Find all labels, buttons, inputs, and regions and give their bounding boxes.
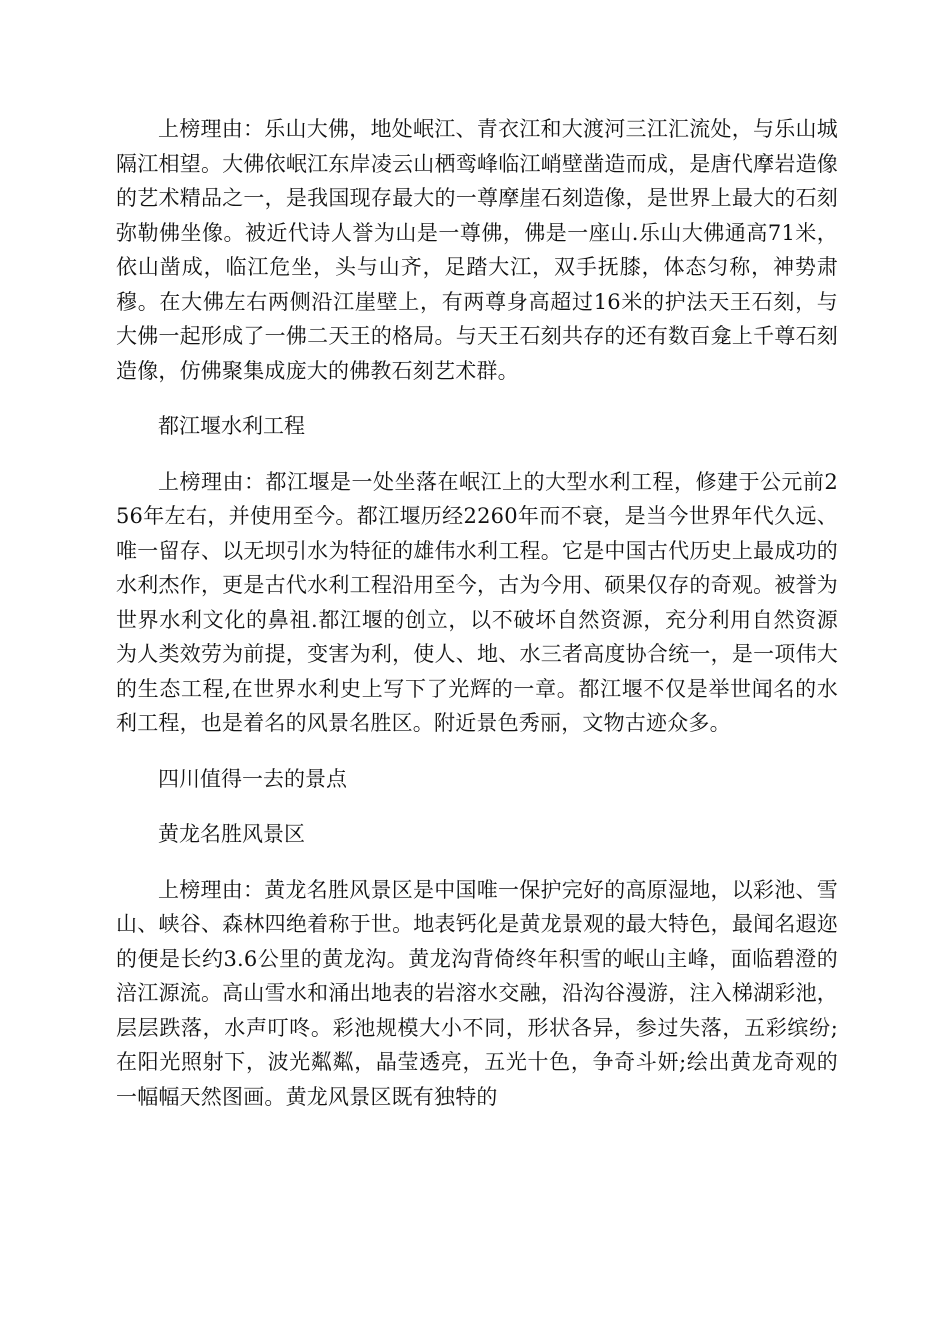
- heading-huanglong: 黄龙名胜风景区: [158, 822, 305, 846]
- paragraph-dujiangyan: 上榜理由：都江堰是一处坐落在岷江上的大型水利工程，修建于公元前256年左右，并使用至今。都江堰历经2260年而不衰，是当今世界年代久远、唯一留存、以无坝引水为特征的雄伟水利工程。它是中国古代历史上最成功的水利杰作，更是古代水利工程沿用至今，古为今用、硕果仅存的奇观。被誉为世界水利文化的鼻祖.都江堰的创立，以不破坏自然资源，充分利用自然资源为人类效劳为前提，变害为利，使人、地、水三者高度协合统一，是一项伟大的生态工程,在世界水利史上写下了光辉的一章。都江堰不仅是举世闻名的水利工程，也是着名的风景名胜区。附近景色秀丽，文物古迹众多。: [116, 469, 838, 735]
- heading-dujiangyan: 都江堰水利工程: [158, 414, 305, 438]
- heading-sichuan-attractions: 四川值得一去的景点: [158, 766, 347, 791]
- paragraph-huanglong: 上榜理由：黄龙名胜风景区是中国唯一保护完好的高原湿地，以彩池、雪山、峡谷、森林四绝着称于世。地表钙化是黄龙景观的最大特色，最闻名遐迩的便是长约3.6公里的黄龙沟。黄龙沟背倚终年积雪的岷山主峰，面临碧澄的涪江源流。高山雪水和涌出地表的岩溶水交融，沿沟谷漫游，注入梯湖彩池，层层跌落，水声叮咚。彩池规模大小不同，形状各异，参过失落，五彩缤纷;在阳光照射下，波光粼粼，晶莹透亮，五光十色，争奇斗妍;绘出黄龙奇观的一幅幅天然图画。黄龙风景区既有独特的: [116, 877, 838, 1109]
- paragraph-leshan-buddha: 上榜理由：乐山大佛，地处岷江、青衣江和大渡河三江汇流处，与乐山城隔江相望。大佛依岷江东岸凌云山栖鸾峰临江峭壁凿造而成，是唐代摩岩造像的艺术精品之一，是我国现存最大的一尊摩崖石刻造像，是世界上最大的石刻弥勒佛坐像。被近代诗人誉为山是一尊佛，佛是一座山.乐山大佛通高71米，依山凿成，临江危坐，头与山齐，足踏大江，双手抚膝，体态匀称，神势肃穆。在大佛左右两侧沿江崖壁上，有两尊身高超过16米的护法天王石刻，与大佛一起形成了一佛二天王的格局。与天王石刻共存的还有数百龛上千尊石刻造像，仿佛聚集成庞大的佛教石刻艺术群。: [116, 117, 838, 383]
